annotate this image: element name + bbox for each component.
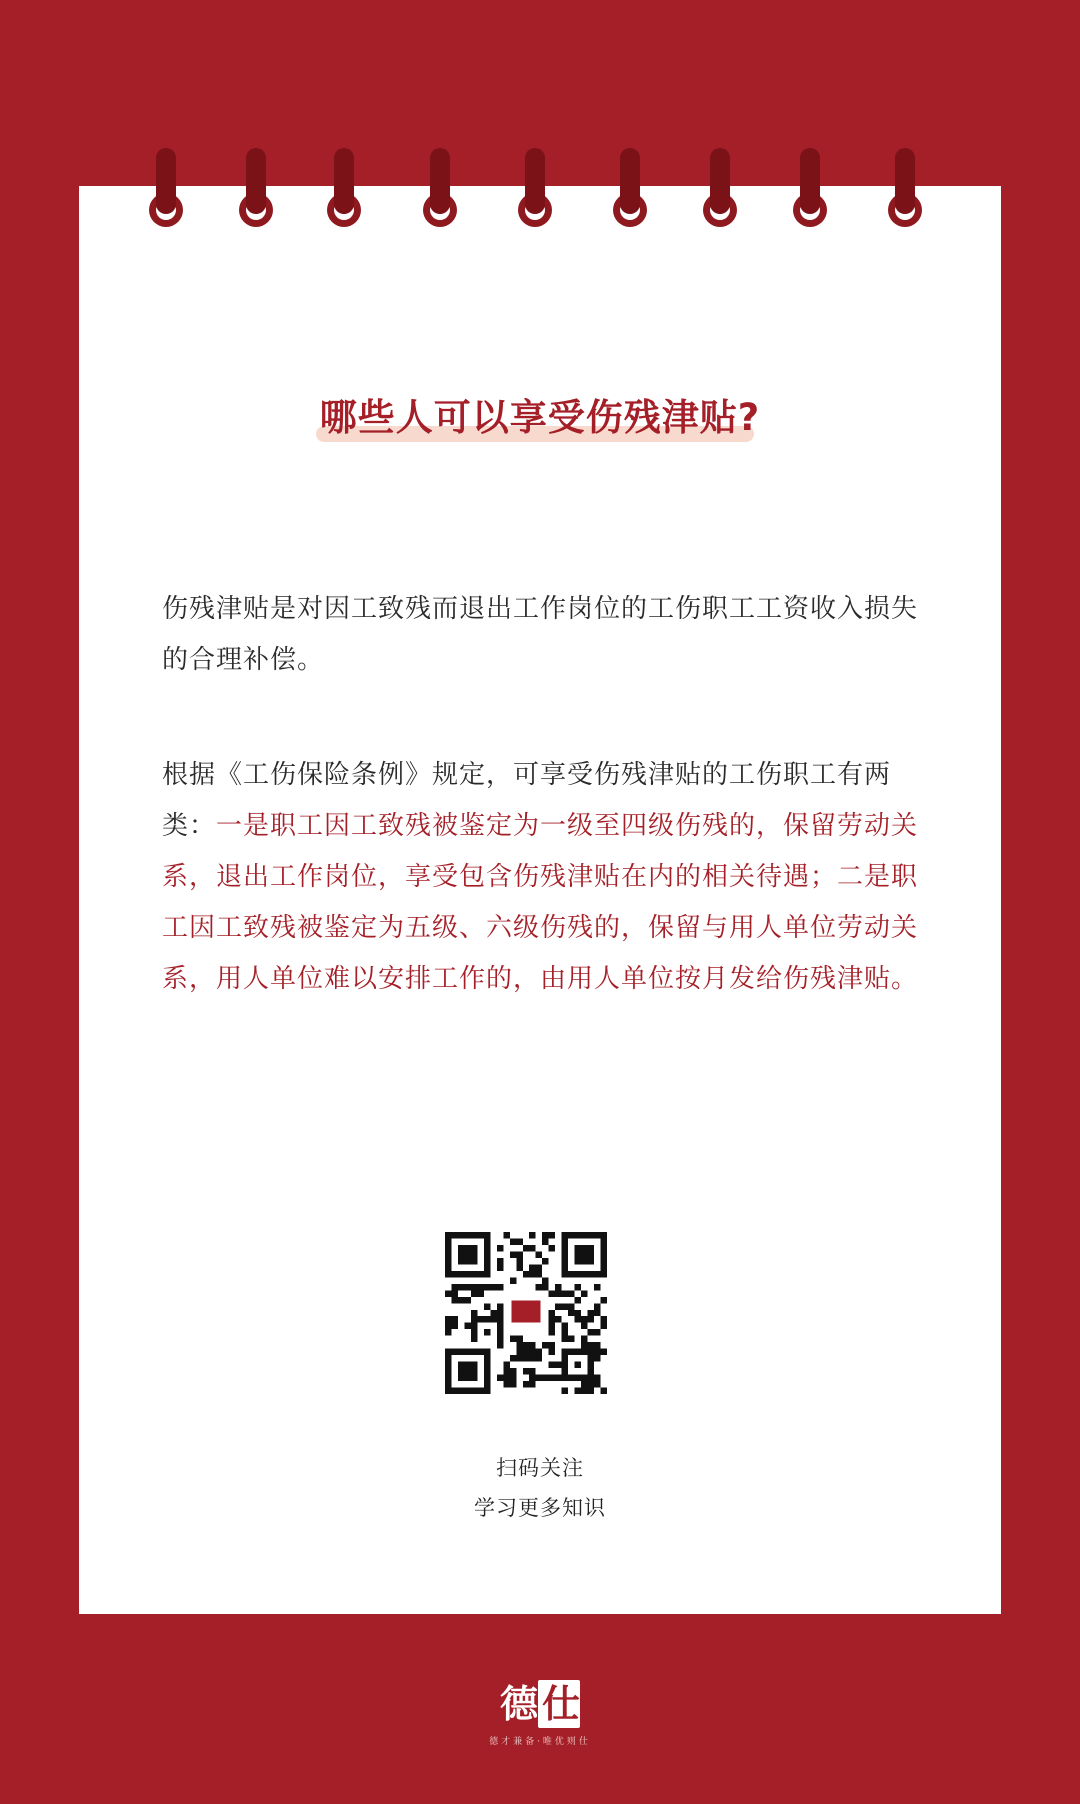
paragraph-definition: 伤残津贴是对因工致残而退出工作岗位的工伤职工工资收入损失的合理补偿。	[162, 594, 919, 675]
brand-logo-char1: 德	[499, 1681, 534, 1726]
paragraph-eligibility-intro: 根据《工伤保险条例》规定，可享受伤残津贴的工伤职工有两类：	[162, 760, 892, 841]
brand-logo-mark	[500, 1680, 580, 1728]
paragraph-eligibility-highlight: 一是职工因工致残被鉴定为一级至四级伤残的，保留劳动关系，退出工作岗位，享受包含伤残津贴在内的相关待遇；二是职工因工致残被鉴定为五级、六级伤残的，保留与用人单位劳动关系，用人单位难以安排工作的，由用人单位按月发给伤残津贴。	[162, 811, 919, 994]
qr-code-icon	[445, 1232, 607, 1394]
qr-caption-learn: 学习更多知识	[474, 1496, 606, 1520]
title-text: 哪些人可以享受伤残津贴?	[319, 396, 761, 439]
brand-logo	[470, 1680, 610, 1790]
brand-logo-char2: 仕	[538, 1680, 580, 1728]
paragraph-eligibility	[162, 750, 922, 1005]
brand-tagline: 德才兼备·唯优则仕	[489, 1737, 591, 1747]
title-container	[0, 392, 1080, 444]
page-title	[312, 392, 768, 444]
qr-caption-follow: 扫码关注	[496, 1456, 584, 1480]
